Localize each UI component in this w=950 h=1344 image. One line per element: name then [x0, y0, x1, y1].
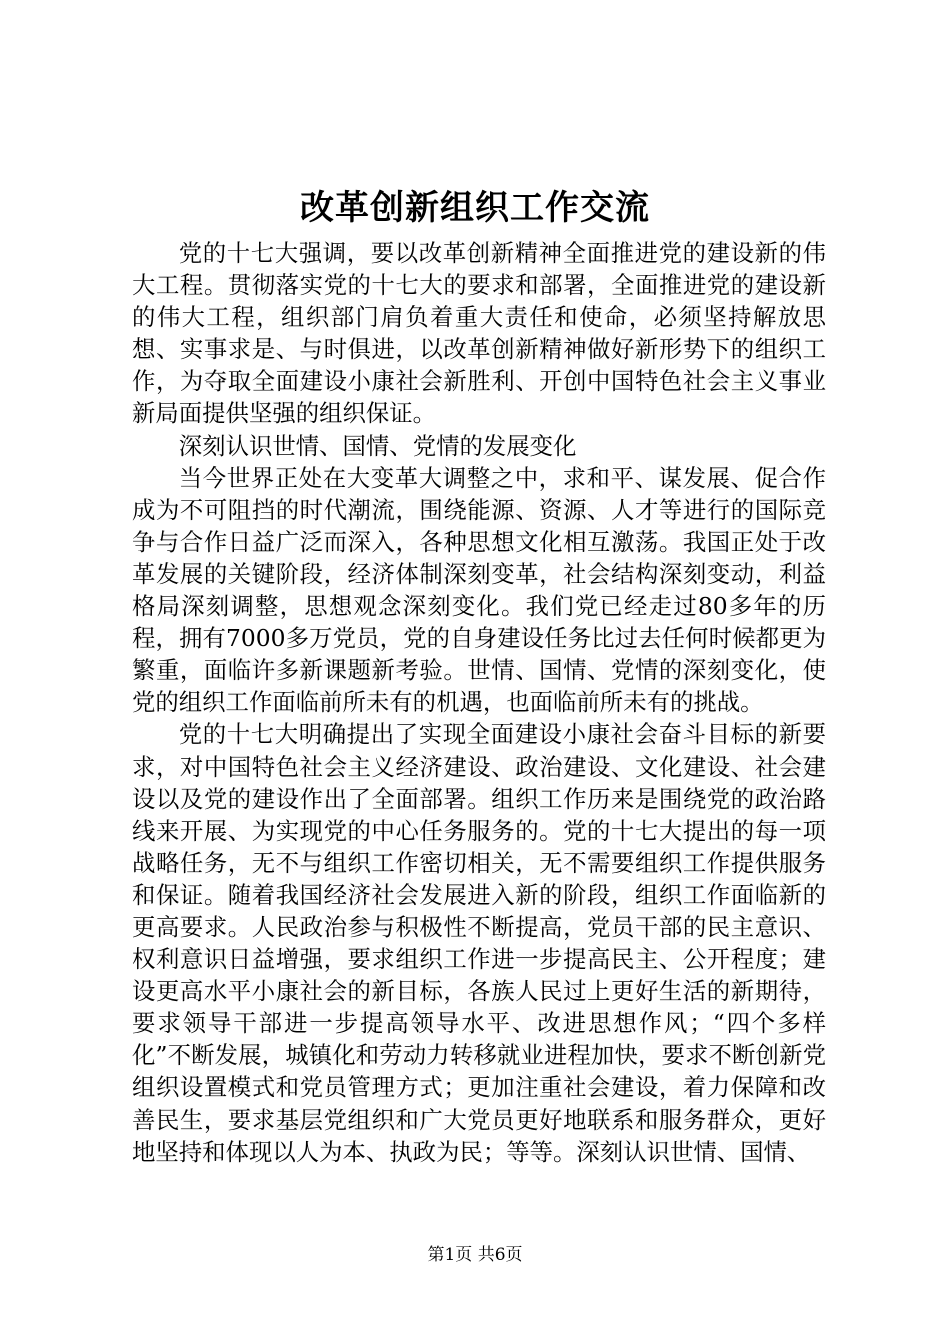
document-title: 改革创新组织工作交流: [300, 188, 650, 228]
paragraph-new-requirements: 党的十七大明确提出了实现全面建设小康社会奋斗目标的新要求，对中国特色社会主义经济建设、政治建设、文化建设、社会建设以及党的建设作出了全面部署。组织工作历来是围绕党的政治路线来开展、为实现党的中心任务服务的。党的十七大提出的每一项战略任务，无不与组织工作密切相关，无不需要组织工作提供服务和保证。随着我国经济社会发展进入新的阶段，组织工作面临新的更高要求。人民政治参与积极性不断提高，党员干部的民主意识、权利意识日益增强，要求组织工作进一步提高民主、公开程度；建设更高水平小康社会的新目标，各族人民过上更好生活的新期待，要求领导干部进一步提高领导水平、改进思想作风；“四个多样化”不断发展，城镇化和劳动力转移就业进程加快，要求不断创新党组织设置模式和党员管理方式；更加注重社会建设，着力保障和改善民生，要求基层党组织和广大党员更好地联系和服务群众，更好地坚持和体现以人为本、执政为民；等等。深刻认识世情、国情、: [132, 720, 826, 1166]
section-heading: 深刻认识世情、国情、党情的发展变化: [178, 431, 577, 460]
paragraph-intro: 党的十七大强调，要以改革创新精神全面推进党的建设新的伟大工程。贯彻落实党的十七大的要求和部署，全面推进党的建设新的伟大工程，组织部门肩负着重大责任和使命，必须坚持解放思想、实事求是、与时俱进，以改革创新精神做好新形势下的组织工作，为夺取全面建设小康社会新胜利、开创中国特色社会主义事业新局面提供坚强的组织保证。: [132, 239, 826, 428]
document-body: [132, 237, 826, 1168]
paragraph-world-situation: 当今世界正处在大变革大调整之中，求和平、谋发展、促合作成为不可阻挡的时代潮流，围绕能源、资源、人才等进行的国际竞争与合作日益广泛而深入，各种思想文化相互激荡。我国正处于改革发展的关键阶段，经济体制深刻变革，社会结构深刻变动，利益格局深刻调整，思想观念深刻变化。我们党已经走过80多年的历程，拥有7000多万党员，党的自身建设任务比过去任何时候都更为繁重，面临许多新课题新考验。世情、国情、党情的深刻变化，使党的组织工作面临前所未有的机遇，也面临前所未有的挑战。: [132, 463, 826, 717]
page-footer: 第1页 共6页: [427, 1245, 523, 1265]
